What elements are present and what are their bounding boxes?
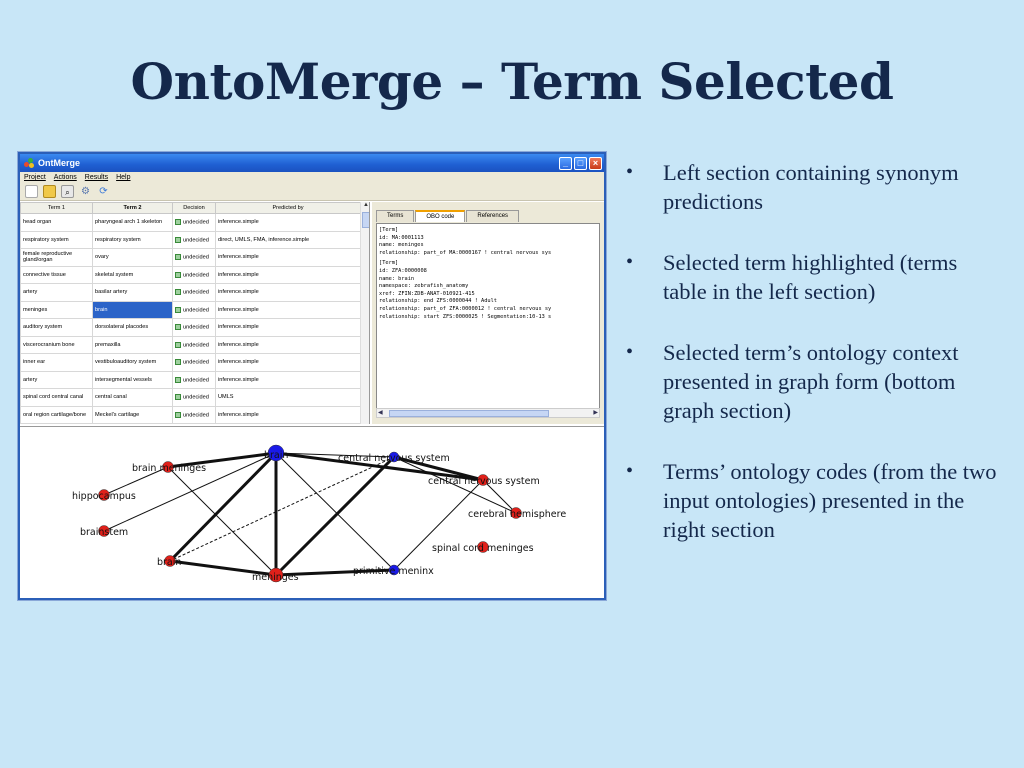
table-row[interactable] [21,354,361,372]
search-icon[interactable]: ⌕ [61,185,74,198]
menu-help[interactable]: Help [116,174,131,181]
cell-decision[interactable] [173,371,216,389]
table-row[interactable] [21,249,361,267]
cell-term1[interactable]: oral region cartilage/bone [21,406,93,424]
menu-project[interactable]: Project [24,174,46,181]
cell-decision[interactable] [173,284,216,302]
obo-line: namespace: zebrafish_anatomy [379,283,469,290]
cell-decision[interactable] [173,336,216,354]
decision-checkbox-icon[interactable] [175,289,181,295]
cell-decision[interactable] [173,406,216,424]
tab-obo-code[interactable]: OBO code [415,210,465,222]
graph-node-label: cerebral hemisphere [468,509,567,520]
cell-term1[interactable]: spinal cord central canal [21,389,93,407]
cell-term2[interactable]: basilar artery [93,284,173,302]
cell-term2[interactable]: respiratory system [93,231,173,249]
cell-term2[interactable]: premaxilla [93,336,173,354]
decision-label: undecided [183,254,209,261]
decision-label: undecided [183,411,209,418]
bullet-item: • Terms’ ontology codes (from the two input ontologies) presented in the right section [622,457,1002,544]
cell-term2[interactable]: dorsolateral placodes [93,319,173,337]
cell-predicted-by[interactable]: inference.simple [216,354,361,372]
graph-node-label: spinal cord meninges [432,543,534,554]
cell-term1[interactable]: head organ [21,214,93,232]
decision-checkbox-icon[interactable] [175,324,181,330]
graph-node-label: brainstem [80,527,129,538]
app-logo-icon [24,158,34,168]
cell-term2[interactable]: pharyngeal arch 1 skeleton [93,214,173,232]
graph-node-label: brain [264,450,289,461]
cell-decision[interactable] [173,354,216,372]
obo-line: relationship: part_of ZFA:0000012 ! central nervous sy [379,305,552,312]
graph-node-label: brain [157,557,182,568]
table-row[interactable] [21,371,361,389]
graph-node-label: meninges [252,572,299,583]
cell-term2[interactable]: intersegmental vessels [93,371,173,389]
obo-line: relationship: part_of MA:0000167 ! central nervous sys [379,249,552,256]
graph-node-label: central nervous system [428,476,540,487]
graph-node-label: hippocampus [72,491,136,502]
menu-bar [20,172,604,183]
cell-term2[interactable]: vestibuloauditory system [93,354,173,372]
cell-term1[interactable]: auditory system [21,319,93,337]
ontology-graph[interactable] [20,427,604,599]
table-row[interactable] [21,319,361,337]
obo-line: [Term] [379,227,399,233]
obo-line: relationship: start ZFS:0000025 ! Segmentation:10-13 s [379,313,552,320]
decision-checkbox-icon[interactable] [175,272,181,278]
cell-term1[interactable]: viscerocranium bone [21,336,93,354]
menu-results[interactable]: Results [84,174,109,181]
cell-predicted-by[interactable]: inference.simple [216,336,361,354]
cell-predicted-by[interactable]: inference.simple [216,214,361,232]
column-header-term2[interactable]: Term 2 [93,203,173,214]
hscroll-thumb[interactable] [389,410,549,417]
cell-term2[interactable]: Meckel's cartilage [93,406,173,424]
maximize-button[interactable]: □ [574,157,587,170]
decision-checkbox-icon[interactable] [175,377,181,383]
cell-term1[interactable]: female reproductive gland/organ [21,249,93,267]
cell-term1[interactable]: inner ear [21,354,93,372]
decision-label: undecided [183,359,209,366]
cell-decision[interactable] [173,266,216,284]
menu-actions[interactable]: Actions [53,174,77,181]
decision-label: undecided [183,219,209,226]
scroll-up-icon[interactable]: ▲ [363,202,369,208]
table-scrollbar[interactable] [360,202,370,424]
ontology-graph-pane [20,426,604,598]
cell-decision[interactable] [173,301,216,319]
obo-line: id: MA:0001113 [379,234,424,241]
cell-term1[interactable]: connective tissue [21,266,93,284]
cell-term2[interactable]: central canal [93,389,173,407]
scroll-thumb[interactable] [362,212,370,228]
obo-line: name: meninges [379,242,424,249]
scroll-left-icon[interactable]: ◀ [378,410,383,416]
decision-checkbox-icon[interactable] [175,394,181,400]
decision-label: undecided [183,376,209,383]
decision-checkbox-icon[interactable] [175,359,181,365]
column-header-decision[interactable]: Decision [173,203,216,214]
obo-code-text [376,223,600,411]
window-titlebar[interactable] [20,154,604,172]
decision-label: undecided [183,271,209,278]
predictions-table-pane [20,202,370,424]
table-row[interactable] [21,284,361,302]
cell-term1[interactable]: respiratory system [21,231,93,249]
cell-decision[interactable] [173,319,216,337]
decision-checkbox-icon[interactable] [175,219,181,225]
table-row[interactable] [21,406,361,424]
graph-node-label: brain meninges [132,463,207,474]
bullet-item: • Selected term’s ontology context presented in graph form (bottom graph section) [622,338,1002,425]
bullet-list [622,158,1002,576]
graph-edge [276,457,394,575]
slide-title: OntoMerge – Term Selected [130,52,894,111]
bullet-item: • Selected term highlighted (terms table in the left section) [622,248,1002,306]
table-body [21,214,361,424]
table-row[interactable] [21,266,361,284]
cell-predicted-by[interactable]: inference.simple [216,371,361,389]
obo-horizontal-scrollbar[interactable] [376,408,600,418]
cell-predicted-by[interactable]: inference.simple [216,319,361,337]
close-button[interactable]: × [589,157,602,170]
cell-term2[interactable]: brain [93,301,173,319]
cell-predicted-by[interactable]: inference.simple [216,284,361,302]
cell-term2[interactable]: skeletal system [93,266,173,284]
obo-line: xref: ZFIN:ZDB-ANAT-010921-415 [379,290,475,297]
decision-label: undecided [183,324,209,331]
graph-edge [394,480,483,570]
table-row[interactable] [21,301,361,319]
tab-bar [376,210,520,222]
obo-line: [Term] [379,260,399,267]
cell-decision[interactable] [173,214,216,232]
decision-label: undecided [183,341,209,348]
table-row[interactable] [21,389,361,407]
new-file-icon[interactable] [25,185,38,198]
table-row[interactable] [21,214,361,232]
column-header-predicted-by[interactable]: Predicted by [216,203,361,214]
obo-line: id: ZFA:0000008 [379,267,427,274]
bullet-item: • Left section containing synonym predictions [622,158,1002,216]
decision-label: undecided [183,394,209,401]
tab-references[interactable]: References [466,210,519,222]
graph-edge [276,453,394,570]
gear-icon[interactable]: ⚙ [81,186,90,197]
minimize-button[interactable]: _ [559,157,572,170]
cell-term1[interactable]: artery [21,284,93,302]
cell-decision[interactable] [173,389,216,407]
predictions-table [20,202,361,424]
graph-edge [168,467,276,575]
obo-line: name: brain [379,275,415,282]
table-row[interactable] [21,231,361,249]
open-folder-icon[interactable] [43,185,56,198]
decision-checkbox-icon[interactable] [175,412,181,418]
column-header-term1[interactable]: Term 1 [21,203,93,214]
graph-node-label: central nervous system [338,453,450,464]
cell-predicted-by[interactable]: inference.simple [216,266,361,284]
decision-label: undecided [183,236,209,243]
decision-checkbox-icon[interactable] [175,342,181,348]
ontmerge-window [18,152,606,600]
cell-decision[interactable] [173,249,216,267]
cell-predicted-by[interactable]: inference.simple [216,301,361,319]
cell-term2[interactable]: ovary [93,249,173,267]
cell-predicted-by[interactable]: UMLS [216,389,361,407]
cell-term1[interactable]: artery [21,371,93,389]
decision-label: undecided [183,289,209,296]
cell-term1[interactable]: meninges [21,301,93,319]
obo-line: relationship: end ZFS:0000044 ! Adult [379,298,497,305]
table-row[interactable] [21,336,361,354]
tab-terms[interactable]: Terms [376,210,414,222]
cell-decision[interactable] [173,231,216,249]
obo-code-pane [372,202,604,424]
decision-checkbox-icon[interactable] [175,307,181,313]
graph-node-label: primitive meninx [353,566,434,577]
cell-predicted-by[interactable]: direct, UMLS, FMA, inference.simple [216,231,361,249]
window-title: OntMerge [38,158,81,168]
refresh-icon[interactable]: ⟳ [99,186,108,197]
cell-predicted-by[interactable]: inference.simple [216,406,361,424]
cell-predicted-by[interactable]: inference.simple [216,249,361,267]
decision-checkbox-icon[interactable] [175,254,181,260]
decision-checkbox-icon[interactable] [175,237,181,243]
decision-label: undecided [183,306,209,313]
toolbar [20,183,604,201]
scroll-right-icon[interactable]: ▶ [593,410,598,416]
